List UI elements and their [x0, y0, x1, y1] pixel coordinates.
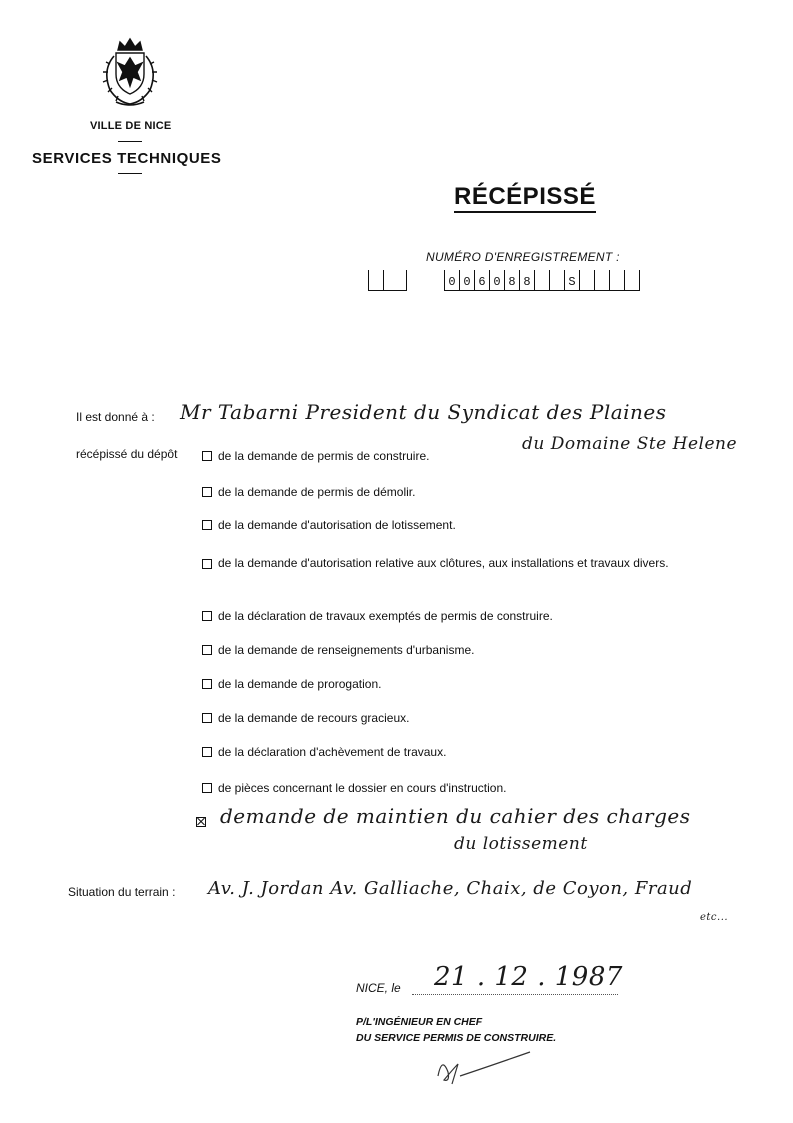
registration-cell: 0	[444, 270, 459, 291]
registration-cell: 8	[519, 270, 534, 291]
recipient-name: Mr Tabarni President du Syndicat des Plaines	[180, 400, 667, 424]
registration-cell: 6	[474, 270, 489, 291]
checkbox	[202, 559, 212, 569]
option-permis-demolir	[202, 485, 415, 499]
recipient-label: Il est donné à :	[76, 410, 155, 424]
option-label: de la demande de recours gracieux.	[218, 711, 410, 725]
option-travaux-exemptes	[202, 609, 553, 623]
checkbox	[202, 713, 212, 723]
registration-cell	[609, 270, 624, 291]
checkbox	[202, 783, 212, 793]
signatory-service: DU SERVICE PERMIS DE CONSTRUIRE.	[356, 1032, 557, 1044]
document-title: RÉCÉPISSÉ	[454, 184, 596, 213]
date-label: NICE, le	[356, 981, 401, 995]
registration-cell	[534, 270, 549, 291]
registration-prefix-box	[368, 270, 407, 291]
option-label: de la déclaration de travaux exemptés de permis de construire.	[218, 609, 553, 623]
signature	[430, 1046, 540, 1095]
divider	[118, 141, 142, 142]
city-crest-logo	[96, 36, 164, 110]
date-line	[412, 994, 618, 995]
other-request-text-continued: du lotissement	[454, 834, 588, 854]
divider	[118, 173, 142, 174]
registration-cell: S	[564, 270, 579, 291]
location-label: Situation du terrain :	[68, 885, 176, 899]
option-permis-construire	[202, 449, 429, 463]
checkbox	[202, 487, 212, 497]
city-name: VILLE DE NICE	[90, 120, 172, 132]
checked-box-icon	[196, 817, 206, 827]
registration-label: NUMÉRO D'ENREGISTREMENT :	[426, 250, 620, 264]
option-achevement	[202, 745, 446, 759]
location-value: Av. J. Jordan Av. Galliache, Chaix, de Coyon, Fraud	[208, 878, 693, 899]
registration-cell: 8	[504, 270, 519, 291]
checkbox	[202, 679, 212, 689]
option-label: de la demande d'autorisation de lotissement.	[218, 518, 456, 532]
checkbox	[202, 520, 212, 530]
registration-number	[444, 270, 640, 292]
other-request-checkbox	[196, 815, 212, 827]
signatory-title: P/L'INGÉNIEUR EN CHEF	[356, 1016, 483, 1028]
registration-cell	[579, 270, 594, 291]
option-label: de la demande de permis de construire.	[218, 449, 430, 463]
registration-cell: 0	[489, 270, 504, 291]
registration-cell	[594, 270, 609, 291]
registration-cell	[549, 270, 564, 291]
option-label: de la demande de permis de démolir.	[218, 485, 416, 499]
option-label: de la demande de renseignements d'urbanisme.	[218, 643, 475, 657]
registration-cell	[624, 270, 640, 291]
option-label: de la demande d'autorisation relative aux clôtures, aux installations et travaux divers.	[218, 556, 669, 570]
other-request-text: demande de maintien du cahier des charges	[220, 804, 691, 828]
checkbox	[202, 451, 212, 461]
registration-cell: 0	[459, 270, 474, 291]
option-recours	[202, 711, 409, 725]
option-label: de pièces concernant le dossier en cours d'instruction.	[218, 781, 507, 795]
option-pieces	[202, 781, 506, 795]
deposit-label: récépissé du dépôt	[76, 447, 178, 461]
checkbox	[202, 645, 212, 655]
checkbox	[202, 747, 212, 757]
option-prorogation	[202, 677, 381, 691]
option-clotures	[202, 557, 690, 570]
recipient-name-continued: du Domaine Ste Helene	[522, 434, 738, 454]
option-label: de la déclaration d'achèvement de travaux.	[218, 745, 447, 759]
department-name: SERVICES TECHNIQUES	[32, 150, 222, 167]
location-extra: etc...	[700, 912, 729, 923]
option-renseignements	[202, 643, 474, 657]
checkbox	[202, 611, 212, 621]
date-value: 21 . 12 . 1987	[434, 962, 623, 992]
option-lotissement	[202, 518, 456, 532]
option-label: de la demande de prorogation.	[218, 677, 382, 691]
